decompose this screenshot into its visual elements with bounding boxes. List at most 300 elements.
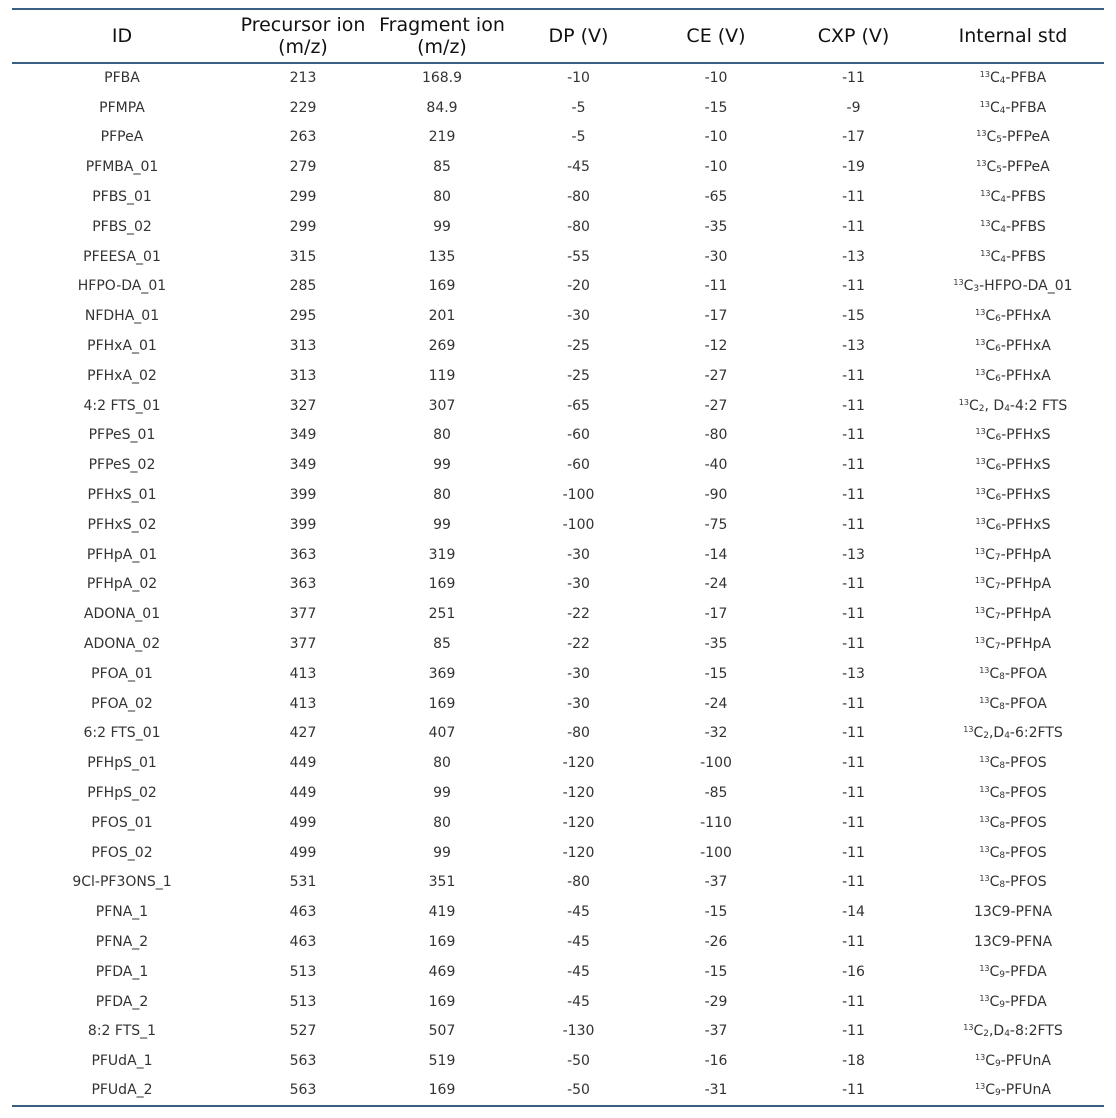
cell-cxp: -17 xyxy=(842,129,865,146)
atom-count-subscript: 8 xyxy=(999,701,1005,712)
atom-count-subscript: 9 xyxy=(994,1088,1001,1099)
cell-internal-std xyxy=(922,987,1104,1017)
cell-fragment-ion: 84.9 xyxy=(426,99,458,116)
cell-id: PFOA_02 xyxy=(91,695,153,712)
cell-internal-std xyxy=(922,808,1104,838)
table-row xyxy=(12,1017,1104,1047)
cell-cxp: -9 xyxy=(846,99,861,116)
cell-ce: -90 xyxy=(704,487,728,504)
table-row xyxy=(12,659,1104,689)
std-text: -PFPeA xyxy=(1002,159,1050,176)
std-text: -PFHxA xyxy=(1000,308,1051,325)
cell-fragment-ion: 201 xyxy=(428,308,456,325)
cell-precursor-ion: 315 xyxy=(289,248,317,265)
header-row xyxy=(12,9,1104,63)
cell-fragment-ion: 85 xyxy=(433,159,451,176)
cell-ce: -10 xyxy=(704,70,728,87)
cell-dp: -120 xyxy=(562,814,595,831)
cell-fragment-ion: 351 xyxy=(428,874,456,891)
cell-cxp: -11 xyxy=(842,785,865,802)
std-text: 13C9-PFNA xyxy=(973,934,1053,950)
atom-count-subscript: 7 xyxy=(994,612,1001,623)
cell-fragment-ion: 469 xyxy=(428,963,456,980)
std-text: C xyxy=(989,814,1000,831)
table-row xyxy=(12,599,1104,629)
cell-fragment-ion: 169 xyxy=(428,1082,456,1099)
cell-ce: -17 xyxy=(704,308,728,325)
cell-precursor-ion: 377 xyxy=(289,606,317,623)
cell-precursor-ion: 295 xyxy=(289,308,317,325)
cell-cxp: -11 xyxy=(842,576,865,593)
cell-dp: -120 xyxy=(562,785,595,802)
atom-count-subscript: 6 xyxy=(995,522,1002,533)
cell-id: PFPeS_01 xyxy=(88,427,156,444)
table-row xyxy=(12,987,1104,1017)
cell-id: PFOA_01 xyxy=(91,665,153,682)
cell-ce: -15 xyxy=(704,665,728,682)
isotope-mass-superscript: 13 xyxy=(963,1023,974,1033)
cell-internal-std xyxy=(922,957,1104,987)
cell-id: PFHpS_01 xyxy=(87,755,157,772)
cell-ce: -11 xyxy=(704,278,728,295)
std-text: C xyxy=(985,367,996,384)
cell-id: PFNA_2 xyxy=(95,934,149,950)
cell-cxp: -11 xyxy=(842,814,865,831)
table-row xyxy=(12,629,1104,659)
table-row xyxy=(12,63,1104,93)
cell-id: PFBS_02 xyxy=(92,218,152,235)
isotope-mass-superscript: 13 xyxy=(976,159,987,169)
cell-internal-std xyxy=(922,182,1104,212)
std-text: -PFHxS xyxy=(1001,457,1051,474)
cell-id: PFHpA_01 xyxy=(86,546,158,563)
std-text: C xyxy=(989,963,1000,980)
std-text: C xyxy=(985,457,996,474)
cell-ce: -100 xyxy=(700,844,732,861)
std-text: C xyxy=(990,218,1001,235)
isotope-mass-superscript: 13 xyxy=(953,278,964,288)
cell-dp: -60 xyxy=(567,457,590,474)
isotope-mass-superscript: 13 xyxy=(975,1082,986,1092)
table-row xyxy=(12,480,1104,510)
isotope-mass-superscript: 13 xyxy=(975,516,986,526)
std-text: -8:2FTS xyxy=(1009,1023,1063,1040)
std-text: C xyxy=(985,308,996,325)
std-text: -PFUnA xyxy=(1000,1082,1051,1099)
std-text: -PFHpA xyxy=(1000,636,1052,653)
std-text: C xyxy=(985,427,996,444)
table-row xyxy=(12,331,1104,361)
cell-dp: -80 xyxy=(567,189,590,206)
cell-id: PFUdA_2 xyxy=(91,1082,153,1099)
std-text: C xyxy=(989,99,1000,116)
table-row xyxy=(12,510,1104,540)
cell-ce: -65 xyxy=(704,189,728,206)
std-text: C xyxy=(985,606,995,623)
atom-count-subscript: 4 xyxy=(1004,1029,1010,1040)
std-text: -PFHpA xyxy=(1000,606,1052,623)
cell-precursor-ion: 449 xyxy=(289,755,317,772)
cell-ce: -35 xyxy=(704,636,728,653)
cell-internal-std xyxy=(922,331,1104,361)
std-text: C xyxy=(985,546,995,563)
cell-id: ADONA_02 xyxy=(83,636,161,653)
cell-fragment-ion: 169 xyxy=(428,278,456,295)
std-text: -PFDA xyxy=(1005,993,1047,1010)
cell-dp: -45 xyxy=(567,934,590,950)
atom-count-subscript: 4 xyxy=(1004,403,1010,414)
cell-internal-std xyxy=(922,480,1104,510)
cell-cxp: -11 xyxy=(842,1023,865,1040)
atom-count-subscript: 9 xyxy=(994,1059,1001,1070)
cell-id: 6:2 FTS_01 xyxy=(83,725,161,742)
cell-dp: -20 xyxy=(567,278,590,295)
cell-fragment-ion: 219 xyxy=(428,129,456,146)
isotope-mass-superscript: 13 xyxy=(975,457,986,467)
isotope-mass-superscript: 13 xyxy=(975,487,986,497)
table-row xyxy=(12,361,1104,391)
cell-cxp: -11 xyxy=(842,487,865,504)
cell-dp: -80 xyxy=(567,218,590,235)
std-text: -PFOA xyxy=(1004,665,1047,682)
std-text: -PFOS xyxy=(1005,755,1047,772)
table-row xyxy=(12,212,1104,242)
table-row xyxy=(12,272,1104,302)
std-text: C xyxy=(985,636,995,653)
cell-fragment-ion: 80 xyxy=(433,189,451,206)
cell-id: PFHxS_02 xyxy=(87,516,157,533)
table-row xyxy=(12,719,1104,749)
cell-internal-std xyxy=(922,838,1104,868)
std-text: -4:2 FTS xyxy=(1009,397,1068,414)
mrm-parameters-table xyxy=(12,8,1104,1107)
atom-count-subscript: 3 xyxy=(973,284,980,295)
table-row xyxy=(12,957,1104,987)
cell-dp: -55 xyxy=(567,248,590,265)
std-text: C xyxy=(986,129,997,146)
std-text: C xyxy=(989,993,1000,1010)
std-text: -PFBA xyxy=(1005,99,1047,116)
table-row xyxy=(12,689,1104,719)
std-text: C xyxy=(989,70,1000,87)
isotope-mass-superscript: 13 xyxy=(975,308,986,318)
header-ce: CE (V) xyxy=(686,25,746,47)
atom-count-subscript: 8 xyxy=(999,761,1006,772)
cell-dp: -22 xyxy=(567,636,590,653)
cell-fragment-ion: 169 xyxy=(428,934,456,950)
cell-fragment-ion: 169 xyxy=(428,576,456,593)
table-row xyxy=(12,421,1104,451)
cell-cxp: -11 xyxy=(842,636,865,653)
cell-internal-std xyxy=(922,778,1104,808)
isotope-mass-superscript: 13 xyxy=(979,844,990,854)
cell-precursor-ion: 531 xyxy=(289,874,317,891)
std-text: C xyxy=(989,755,1000,772)
std-text: -PFOS xyxy=(1005,814,1047,831)
cell-ce: -14 xyxy=(704,546,728,563)
cell-dp: -25 xyxy=(567,367,590,384)
cell-id: PFDA_1 xyxy=(95,963,149,980)
atom-count-subscript: 7 xyxy=(994,642,1001,653)
cell-fragment-ion: 169 xyxy=(428,695,456,712)
cell-internal-std xyxy=(922,719,1104,749)
cell-internal-std xyxy=(922,897,1104,927)
cell-precursor-ion: 563 xyxy=(289,1053,317,1070)
table-row xyxy=(12,182,1104,212)
isotope-mass-superscript: 13 xyxy=(975,338,986,348)
std-text: C xyxy=(989,785,1000,802)
atom-count-subscript: 8 xyxy=(999,880,1006,891)
cell-id: PFOS_02 xyxy=(91,844,153,861)
std-text: -PFBS xyxy=(1005,189,1046,206)
cell-internal-std xyxy=(922,570,1104,600)
atom-count-subscript: 4 xyxy=(1004,731,1010,742)
cell-cxp: -11 xyxy=(842,844,865,861)
cell-precursor-ion: 349 xyxy=(289,457,317,474)
isotope-mass-superscript: 13 xyxy=(980,248,991,258)
cell-id: PFOS_01 xyxy=(91,814,153,831)
cell-id: PFHxS_01 xyxy=(87,487,157,504)
std-text: C xyxy=(986,159,997,176)
cell-internal-std xyxy=(922,510,1104,540)
std-text: C xyxy=(985,1082,995,1099)
table-row xyxy=(12,152,1104,182)
std-text: C xyxy=(989,874,1000,891)
cell-dp: -120 xyxy=(562,844,595,861)
cell-fragment-ion: 135 xyxy=(428,248,456,265)
atom-count-subscript: 6 xyxy=(995,493,1002,504)
atom-count-subscript: 5 xyxy=(996,165,1002,176)
cell-cxp: -11 xyxy=(842,70,865,87)
table-body xyxy=(12,63,1104,1106)
cell-cxp: -11 xyxy=(842,993,865,1010)
cell-precursor-ion: 313 xyxy=(289,338,317,355)
cell-id: PFMPA xyxy=(99,99,145,116)
atom-count-subscript: 7 xyxy=(994,552,1001,563)
cell-precursor-ion: 363 xyxy=(289,546,317,563)
std-text: -PFHpA xyxy=(1000,546,1052,563)
cell-cxp: -11 xyxy=(842,367,865,384)
cell-fragment-ion: 307 xyxy=(428,397,456,414)
cell-ce: -27 xyxy=(704,397,728,414)
cell-id: PFHxA_02 xyxy=(87,367,157,384)
atom-count-subscript: 2 xyxy=(983,1029,989,1040)
cell-dp: -30 xyxy=(567,546,590,563)
cell-fragment-ion: 319 xyxy=(428,546,456,563)
cell-cxp: -11 xyxy=(842,874,865,891)
cell-ce: -15 xyxy=(704,99,728,116)
cell-precursor-ion: 363 xyxy=(289,576,317,593)
cell-ce: -10 xyxy=(704,159,728,176)
cell-id: 8:2 FTS_1 xyxy=(87,1023,157,1040)
std-text: -PFUnA xyxy=(1000,1053,1051,1070)
cell-precursor-ion: 413 xyxy=(289,665,317,682)
cell-ce: -29 xyxy=(704,993,728,1010)
std-text: C xyxy=(989,844,1000,861)
cell-precursor-ion: 563 xyxy=(289,1082,317,1099)
cell-precursor-ion: 213 xyxy=(289,70,317,87)
table-row xyxy=(12,927,1104,957)
cell-id: NFDHA_01 xyxy=(84,308,160,325)
cell-id: PFDA_2 xyxy=(95,993,149,1010)
cell-fragment-ion: 519 xyxy=(428,1053,456,1070)
cell-fragment-ion: 99 xyxy=(433,516,451,533)
isotope-mass-superscript: 13 xyxy=(979,99,990,109)
cell-ce: -37 xyxy=(704,1023,728,1040)
cell-cxp: -13 xyxy=(842,248,865,265)
cell-id: PFHpA_02 xyxy=(86,576,158,593)
isotope-mass-superscript: 13 xyxy=(979,695,990,705)
cell-cxp: -11 xyxy=(842,755,865,772)
cell-dp: -30 xyxy=(567,695,590,712)
atom-count-subscript: 8 xyxy=(999,850,1006,861)
cell-precursor-ion: 279 xyxy=(289,159,317,176)
table-row xyxy=(12,242,1104,272)
cell-internal-std xyxy=(922,421,1104,451)
atom-count-subscript: 6 xyxy=(995,433,1002,444)
isotope-mass-superscript: 13 xyxy=(974,576,986,586)
cell-id: PFBA xyxy=(104,70,140,87)
table-row xyxy=(12,748,1104,778)
cell-cxp: -18 xyxy=(842,1053,865,1070)
atom-count-subscript: 8 xyxy=(999,671,1005,682)
cell-internal-std xyxy=(922,1017,1104,1047)
cell-internal-std xyxy=(922,361,1104,391)
cell-internal-std xyxy=(922,540,1104,570)
cell-precursor-ion: 449 xyxy=(289,785,317,802)
atom-count-subscript: 2 xyxy=(978,403,985,414)
header-dp: DP (V) xyxy=(548,25,609,47)
isotope-mass-superscript: 13 xyxy=(963,725,974,735)
cell-ce: -15 xyxy=(704,904,728,921)
cell-cxp: -16 xyxy=(842,963,865,980)
cell-fragment-ion: 168.9 xyxy=(421,70,463,87)
cell-precursor-ion: 285 xyxy=(289,278,317,295)
cell-dp: -10 xyxy=(567,70,590,87)
isotope-mass-superscript: 13 xyxy=(975,1053,986,1063)
cell-cxp: -13 xyxy=(842,338,865,355)
cell-ce: -24 xyxy=(704,695,728,712)
cell-dp: -45 xyxy=(567,159,590,176)
std-text: -PFDA xyxy=(1005,963,1047,980)
table-row xyxy=(12,450,1104,480)
cell-precursor-ion: 527 xyxy=(289,1023,317,1040)
cell-ce: -32 xyxy=(704,725,728,742)
cell-cxp: -11 xyxy=(842,1082,865,1099)
cell-fragment-ion: 99 xyxy=(433,457,451,474)
cell-internal-std xyxy=(922,689,1104,719)
cell-dp: -30 xyxy=(567,576,590,593)
std-text: C xyxy=(990,189,1001,206)
cell-cxp: -11 xyxy=(842,278,865,295)
cell-dp: -30 xyxy=(567,665,590,682)
cell-internal-std xyxy=(922,927,1104,957)
cell-internal-std xyxy=(922,450,1104,480)
isotope-mass-superscript: 13 xyxy=(979,993,990,1003)
isotope-mass-superscript: 13 xyxy=(958,397,969,407)
std-text: C xyxy=(985,487,996,504)
header-fragment-ion: Fragment ion (m/z) xyxy=(379,14,505,58)
cell-dp: -80 xyxy=(567,874,590,891)
cell-ce: -15 xyxy=(704,963,728,980)
cell-id: PFEESA_01 xyxy=(83,248,161,265)
atom-count-subscript: 6 xyxy=(995,463,1002,474)
cell-ce: -17 xyxy=(704,606,728,623)
cell-internal-std xyxy=(922,1046,1104,1076)
cell-fragment-ion: 251 xyxy=(428,606,456,623)
cell-id: PFNA_1 xyxy=(95,904,149,921)
cell-dp: -100 xyxy=(562,516,595,533)
cell-ce: -30 xyxy=(704,248,728,265)
cell-dp: -100 xyxy=(562,487,595,504)
table-row xyxy=(12,808,1104,838)
cell-id: 4:2 FTS_01 xyxy=(83,397,161,414)
cell-precursor-ion: 263 xyxy=(289,129,317,146)
cell-dp: -45 xyxy=(567,963,590,980)
isotope-mass-superscript: 13 xyxy=(979,70,990,80)
cell-cxp: -11 xyxy=(842,725,865,742)
cell-internal-std xyxy=(922,659,1104,689)
cell-precursor-ion: 513 xyxy=(289,993,317,1010)
cell-cxp: -15 xyxy=(842,308,865,325)
cell-internal-std xyxy=(922,93,1104,123)
atom-count-subscript: 6 xyxy=(995,373,1001,384)
isotope-mass-superscript: 13 xyxy=(974,636,986,646)
isotope-mass-superscript: 13 xyxy=(979,874,990,884)
cell-internal-std xyxy=(922,63,1104,93)
std-text: , D xyxy=(984,397,1005,414)
cell-cxp: -11 xyxy=(842,516,865,533)
table-row xyxy=(12,778,1104,808)
cell-dp: -65 xyxy=(567,397,590,414)
cell-id: HFPO-DA_01 xyxy=(77,278,167,295)
atom-count-subscript: 8 xyxy=(999,820,1006,831)
cell-precursor-ion: 327 xyxy=(289,397,317,414)
cell-dp: -25 xyxy=(567,338,590,355)
cell-ce: -27 xyxy=(704,367,728,384)
cell-internal-std xyxy=(922,152,1104,182)
cell-fragment-ion: 169 xyxy=(428,993,456,1010)
isotope-mass-superscript: 13 xyxy=(979,785,990,795)
std-text: -PFHpA xyxy=(1000,576,1052,593)
cell-internal-std xyxy=(922,242,1104,272)
cell-ce: -37 xyxy=(704,874,728,891)
cell-dp: -45 xyxy=(567,993,590,1010)
cell-id: PFUdA_1 xyxy=(91,1053,153,1070)
atom-count-subscript: 5 xyxy=(996,135,1002,146)
header-precursor-ion: Precursor ion (m/z) xyxy=(240,14,366,58)
std-text: C xyxy=(990,248,1001,265)
cell-cxp: -19 xyxy=(842,159,865,176)
cell-precursor-ion: 427 xyxy=(289,725,317,742)
header-id: ID xyxy=(111,25,133,47)
cell-precursor-ion: 349 xyxy=(289,427,317,444)
cell-fragment-ion: 80 xyxy=(433,427,451,444)
cell-precursor-ion: 463 xyxy=(289,934,317,950)
atom-count-subscript: 4 xyxy=(999,76,1006,87)
cell-dp: -5 xyxy=(571,99,586,116)
cell-internal-std xyxy=(922,599,1104,629)
atom-count-subscript: 6 xyxy=(995,314,1001,325)
std-text: C xyxy=(989,695,1000,712)
isotope-mass-superscript: 13 xyxy=(974,606,986,616)
std-text: -PFHxS xyxy=(1001,487,1051,504)
std-text: -PFHxA xyxy=(1000,338,1051,355)
cell-internal-std xyxy=(922,123,1104,153)
cell-ce: -100 xyxy=(700,755,732,772)
cell-internal-std xyxy=(922,1076,1104,1106)
std-text: ,D xyxy=(988,1023,1005,1040)
